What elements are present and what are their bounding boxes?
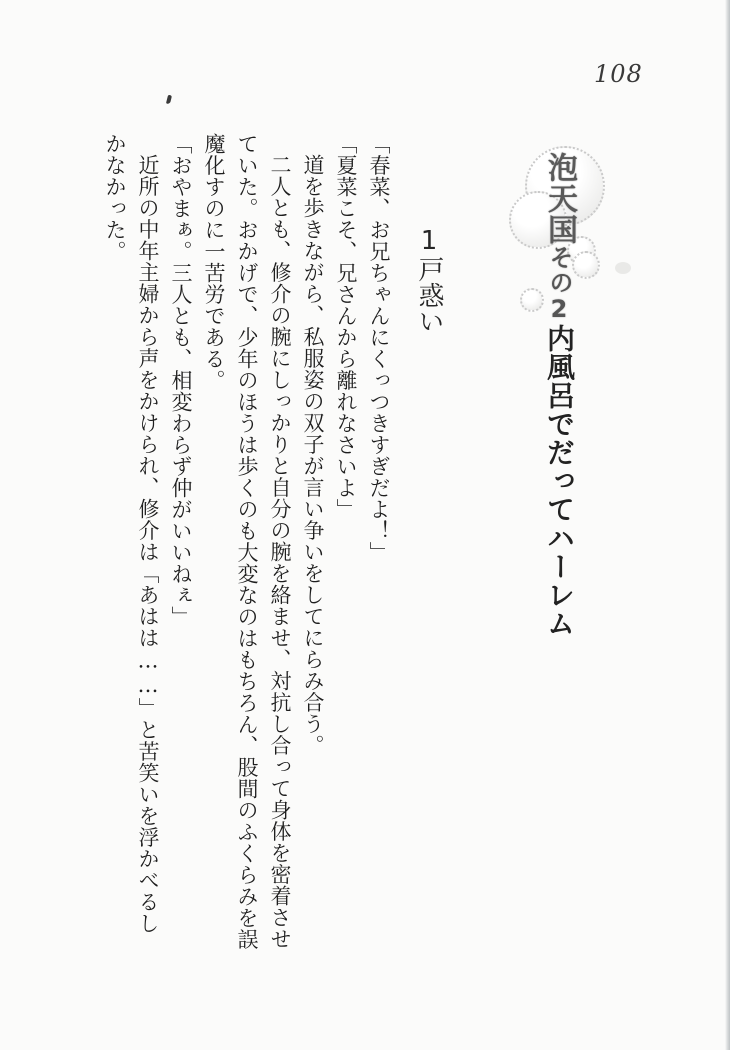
- section-name: 戸惑い: [414, 256, 444, 334]
- book-edge-shadow: [725, 0, 730, 1050]
- paragraph: 道を歩きながら、私服姿の双子が言い争いをしてにらみ合う。: [301, 154, 325, 756]
- paragraph: 近所の中年主婦から声をかけられ、修介は「あはは……」と苦笑いを浮かべるしかなかった。: [103, 133, 160, 934]
- paragraph: 「夏菜こそ、兄さんから離れなさいよ」: [334, 133, 358, 520]
- page-number: 108: [594, 60, 643, 88]
- section-number: 1: [414, 226, 444, 256]
- chapter-title-part: その2: [545, 245, 573, 324]
- body-text: [95, 133, 395, 953]
- scan-smudge: [615, 262, 631, 274]
- bubble-icon: [572, 251, 600, 279]
- chapter-title: [528, 152, 577, 672]
- section-heading: [402, 226, 442, 366]
- scan-speck: [166, 95, 172, 105]
- paragraph: 「春菜、お兄ちゃんにくっつきすぎだよ！」: [367, 133, 391, 563]
- paragraph: 二人とも、修介の腕にしっかりと自分の腕を絡ませ、対抗し合って身体を密着させていた。おかげで、少年のほうは歩くのも大変なのはもちろん、股間のふくらみを誤魔化すのに一苦労である。: [202, 133, 292, 950]
- chapter-title-main: 泡天国: [542, 152, 577, 245]
- paragraph: 「おやまぁ。三人とも、相変わらず仲がいいねぇ」: [169, 133, 193, 628]
- chapter-title-subtitle: 内風呂でだってハーレム: [543, 324, 576, 638]
